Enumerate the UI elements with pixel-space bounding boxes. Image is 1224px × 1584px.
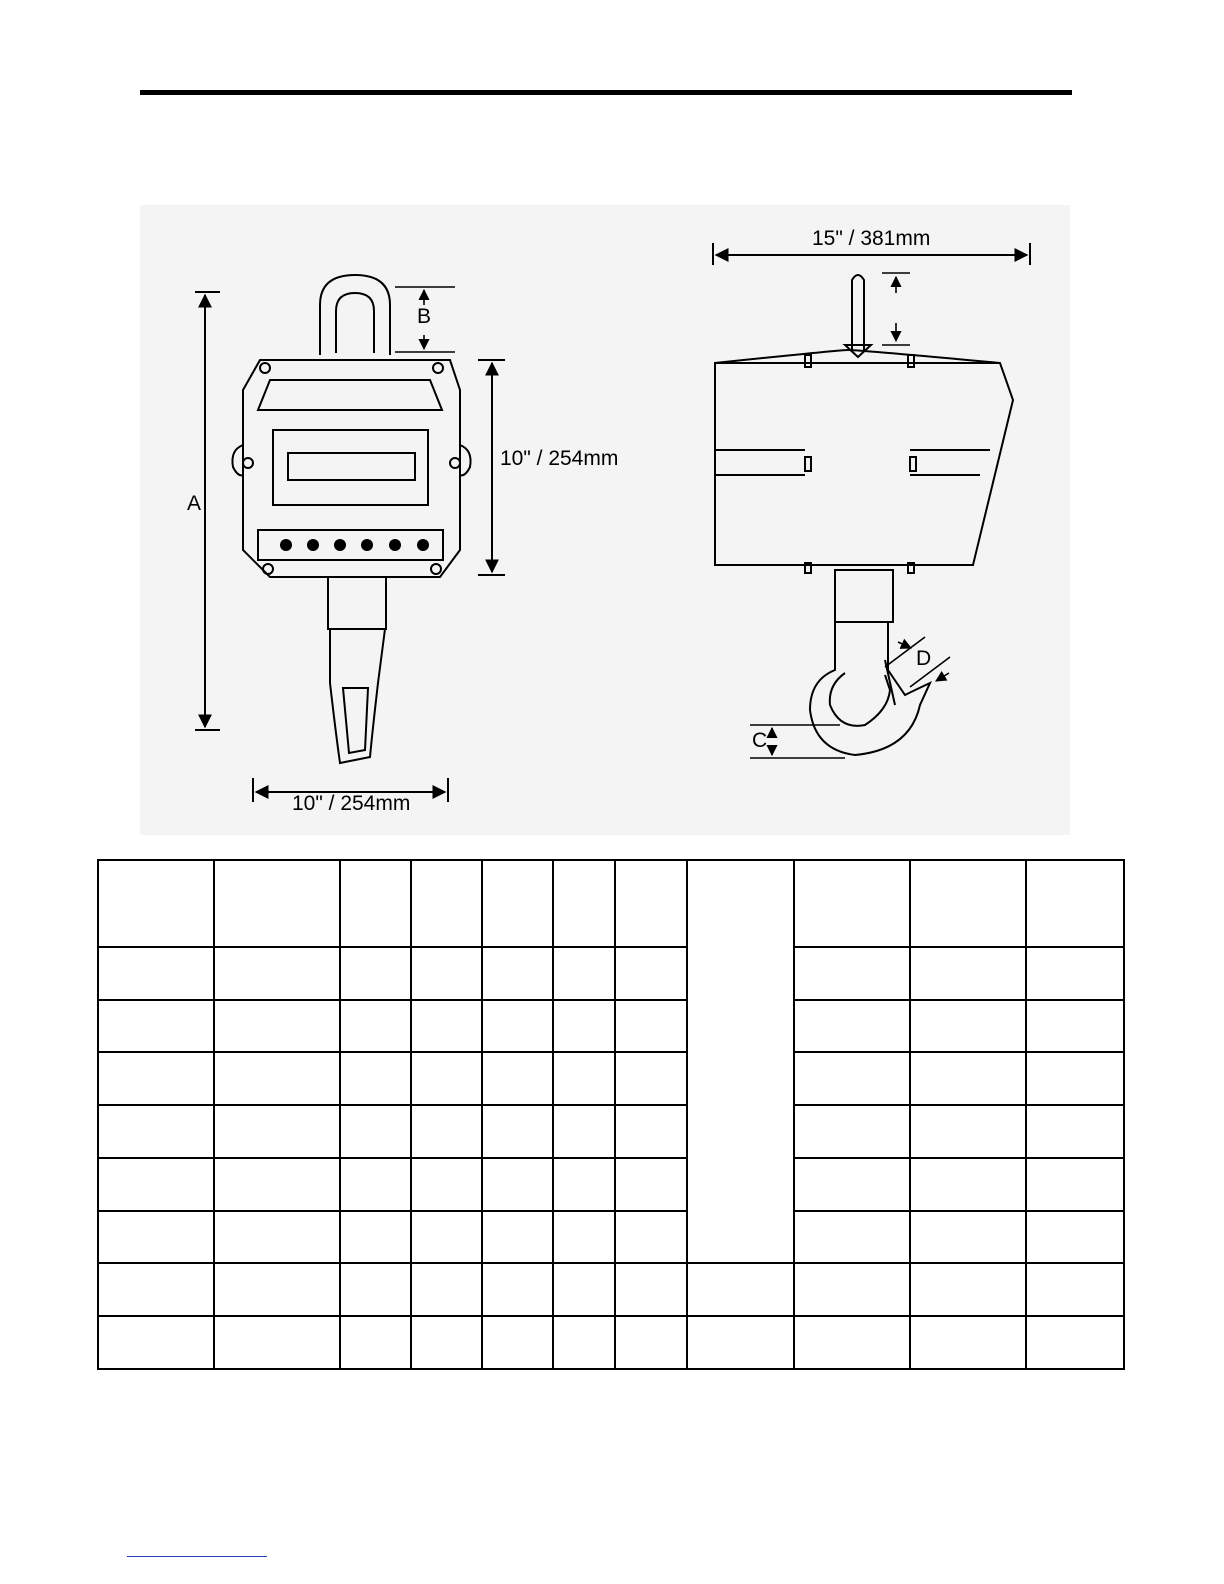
top-rule bbox=[140, 90, 1072, 95]
table-cell bbox=[98, 947, 214, 1000]
table-merged-cell bbox=[687, 860, 794, 1263]
table-cell bbox=[615, 1211, 687, 1264]
table-cell bbox=[615, 1000, 687, 1053]
table-cell bbox=[553, 1000, 615, 1053]
table-cell bbox=[411, 1211, 482, 1264]
depth-label: 15" / 381mm bbox=[812, 227, 931, 250]
table-cell bbox=[482, 1000, 553, 1053]
table-row bbox=[98, 1158, 1124, 1211]
table-cell bbox=[411, 1105, 482, 1158]
table-cell bbox=[615, 1158, 687, 1211]
table-cell bbox=[214, 860, 340, 947]
footer-link-underline bbox=[127, 1556, 267, 1557]
table-row bbox=[98, 1211, 1124, 1264]
table-cell bbox=[794, 1158, 910, 1211]
table-cell bbox=[411, 1052, 482, 1105]
table-cell bbox=[553, 860, 615, 947]
table-cell bbox=[340, 1052, 411, 1105]
table-cell bbox=[794, 1105, 910, 1158]
table-cell bbox=[794, 1263, 910, 1316]
table-cell bbox=[553, 1158, 615, 1211]
spec-table bbox=[97, 859, 1125, 1370]
table-cell bbox=[411, 1000, 482, 1053]
table-cell bbox=[794, 1316, 910, 1369]
table-cell bbox=[910, 1263, 1026, 1316]
table-row bbox=[98, 1105, 1124, 1158]
table-cell bbox=[1026, 1158, 1124, 1211]
table-cell bbox=[482, 1158, 553, 1211]
table-cell bbox=[1026, 1211, 1124, 1264]
table-cell bbox=[794, 947, 910, 1000]
table-cell bbox=[482, 1316, 553, 1369]
dimension-a-label: A bbox=[187, 492, 202, 515]
table-cell bbox=[98, 1000, 214, 1053]
table-cell bbox=[482, 860, 553, 947]
table-cell bbox=[553, 1211, 615, 1264]
table-cell bbox=[340, 860, 411, 947]
table-cell bbox=[98, 1052, 214, 1105]
table-cell bbox=[340, 1316, 411, 1369]
table-row bbox=[98, 1316, 1124, 1369]
table-cell bbox=[910, 1105, 1026, 1158]
table-cell bbox=[98, 1316, 214, 1369]
table-cell bbox=[98, 1158, 214, 1211]
table-cell bbox=[1026, 1316, 1124, 1369]
table-cell bbox=[482, 1263, 553, 1316]
table-row bbox=[98, 1052, 1124, 1105]
table-cell bbox=[553, 1316, 615, 1369]
table-cell bbox=[553, 1105, 615, 1158]
table-cell bbox=[615, 1052, 687, 1105]
table-header-row bbox=[98, 860, 1124, 947]
table-cell bbox=[1026, 1052, 1124, 1105]
table-cell bbox=[411, 860, 482, 947]
table-cell bbox=[482, 1105, 553, 1158]
table-cell bbox=[794, 1052, 910, 1105]
table-cell bbox=[615, 1263, 687, 1316]
table-cell bbox=[615, 860, 687, 947]
dimension-c-label: C bbox=[752, 729, 768, 752]
width-label: 10" / 254mm bbox=[292, 792, 411, 815]
table-cell bbox=[482, 1211, 553, 1264]
table-cell bbox=[98, 1263, 214, 1316]
table-cell bbox=[910, 1211, 1026, 1264]
table-cell bbox=[1026, 1000, 1124, 1053]
table-cell bbox=[340, 1263, 411, 1316]
table-cell bbox=[214, 1316, 340, 1369]
table-cell bbox=[910, 1158, 1026, 1211]
table-cell bbox=[98, 1105, 214, 1158]
table-cell bbox=[615, 947, 687, 1000]
table-cell bbox=[214, 1263, 340, 1316]
table-cell bbox=[340, 1158, 411, 1211]
table-cell bbox=[615, 1316, 687, 1369]
table-cell bbox=[340, 1000, 411, 1053]
table-cell bbox=[482, 947, 553, 1000]
table-cell bbox=[687, 1316, 794, 1369]
table-cell bbox=[1026, 947, 1124, 1000]
table-cell bbox=[794, 1000, 910, 1053]
table-cell bbox=[687, 1263, 794, 1316]
table-cell bbox=[214, 1052, 340, 1105]
table-cell bbox=[340, 947, 411, 1000]
table-cell bbox=[1026, 860, 1124, 947]
dimension-d-label: D bbox=[916, 647, 932, 670]
table-cell bbox=[411, 1158, 482, 1211]
table-cell bbox=[340, 1105, 411, 1158]
table-cell bbox=[214, 1000, 340, 1053]
table-cell bbox=[214, 1105, 340, 1158]
table-cell bbox=[553, 1052, 615, 1105]
table-cell bbox=[910, 860, 1026, 947]
table-row bbox=[98, 1263, 1124, 1316]
table-cell bbox=[553, 947, 615, 1000]
table-cell bbox=[214, 1211, 340, 1264]
table-cell bbox=[910, 1316, 1026, 1369]
table-cell bbox=[411, 1316, 482, 1369]
table-cell bbox=[98, 1211, 214, 1264]
body-height-label: 10" / 254mm bbox=[500, 447, 619, 470]
table-cell bbox=[794, 1211, 910, 1264]
table-cell bbox=[482, 1052, 553, 1105]
table-cell bbox=[1026, 1263, 1124, 1316]
table-cell bbox=[214, 1158, 340, 1211]
table-cell bbox=[553, 1263, 615, 1316]
table-cell bbox=[340, 1211, 411, 1264]
table-cell bbox=[910, 1052, 1026, 1105]
table-cell bbox=[1026, 1105, 1124, 1158]
scale-dimension-drawing bbox=[140, 205, 1070, 835]
table-row bbox=[98, 947, 1124, 1000]
drawing-svg bbox=[140, 205, 1070, 835]
table-cell bbox=[411, 947, 482, 1000]
table-cell bbox=[411, 1263, 482, 1316]
dimension-b-label: B bbox=[417, 305, 432, 328]
table-cell bbox=[214, 947, 340, 1000]
table-cell bbox=[910, 947, 1026, 1000]
table-cell bbox=[98, 860, 214, 947]
table-cell bbox=[615, 1105, 687, 1158]
table-cell bbox=[910, 1000, 1026, 1053]
table-cell bbox=[794, 860, 910, 947]
table-row bbox=[98, 1000, 1124, 1053]
